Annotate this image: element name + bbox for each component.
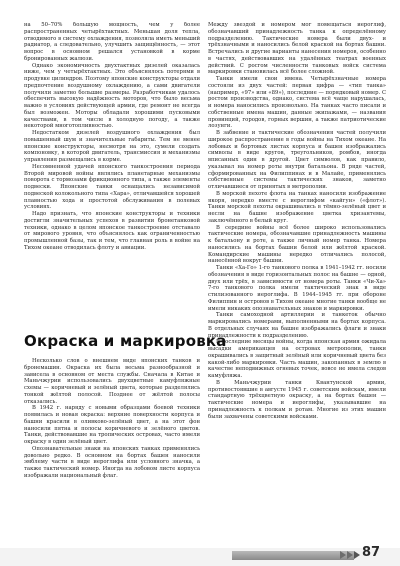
section-heading-block bbox=[24, 332, 227, 350]
body-paragraph: Танки «Ха-Го» 1-го танкового полка в 1941–1942 гг. носили обозначения в виде горизонтальных полос на башне — одной, двух или трёх, в зависимости от номера роты. Танки «Чи-Ха» 7-го танкового полка имели тактический знак в виде стилизованного иероглифа. В 1944–1945 гг. при обороне Филиппин и островов в Тихом океане многие танки вообще не имели никаких опознавательных знаков и маркировки. bbox=[208, 265, 386, 312]
page-number: 87 bbox=[362, 545, 381, 560]
left-column bbox=[24, 22, 227, 506]
arrow-right-icon bbox=[340, 551, 346, 559]
left-column-top-text bbox=[24, 22, 200, 322]
body-paragraph: Между звездой и номером мог помещаться иероглиф, обозначавший принадлежность танка к определённому подразделению. Тактические номера были двух- и трёхзначными и наносились белой краской на бортах башни. Встречались и другие варианты нанесения номеров, особенно в частях, действовавших на удалённых театрах военных действий. С росгом численности танковых войск система маркировки становилась всё более сложной. bbox=[208, 22, 386, 76]
arrow-right-icon bbox=[354, 551, 360, 559]
body-paragraph: В середине войны всё более широко использовались тактические номера, обозначавшие принадлежность машины к батальону и роте, а также личный номер танка. Номера наносились на бортах башни белой или жёлтой краской. Командирские машины нередко отличались полосой, нанесённой вокруг башни. bbox=[208, 224, 386, 265]
body-paragraph: В 1942 г. наряду с новыми образцами боевой техники появилась и новая окраска: верхние поверхности корпуса и башни красили в оливково-зелёный цвет, а на этот фон наносили пятна и полосы коричневого и зелёного цветов. Танки, действовавшие на тропических островах, часто имели окраску в один зелёный цвет. bbox=[24, 405, 200, 445]
right-column-text bbox=[208, 22, 386, 534]
body-paragraph: В Маньчжурии танки Квантунской армии, противостоявшие в августе 1945 г. советским войскам, имели стандартную трёхцветную окраску, а на бортах башен — тактические номера и иероглифы, указывавшие на принадлежность к полкам и ротам. Многие из этих машин были захвачены советскими войсками. bbox=[208, 379, 386, 420]
right-column bbox=[208, 22, 386, 534]
body-paragraph: В последние месяцы войны, когда японская армия ожидала высадки американцев на островах метрополии, танки окрашивались в защитный зелёный или коричневый цвета без какой-либо маркировки. Часть машин, закопанных в землю в качестве неподвижных огневых точек, вовсе не имела следов камуфляжа. bbox=[208, 339, 386, 379]
body-paragraph: на 50–70% большую мощность, чем у более распространенных четырёхтактных. Меньшая доля тепла, отводимого в систему охлаждения, позволяла иметь меньший радиатор, а следовательно, улучшить защищённость, — этот вопрос в основном решался установкой в корме бронированных жалюзи. bbox=[24, 22, 200, 62]
footer-decorative-bar bbox=[232, 551, 354, 560]
arrow-right-icon bbox=[347, 551, 353, 559]
body-paragraph: Недостатком дизелей воздушного охлаждения был повышенный шум и значительные габариты. Тем не менее японские конструкторы, несмотря на это, сумели создать компоновку, в которой двигатель, трансмиссия и механизмы управления размещались в корме. bbox=[24, 130, 200, 163]
left-column-bottom-text bbox=[24, 358, 200, 506]
body-paragraph: В морской пехоте флота на танках наносили изображение якоря, нередко вместе с иероглифом «кайгун» («флот»). Танки морской пехоты окрашивались в тёмно-зелёный цвет и несли на башне изображение цветка хризантемы, заключённого в белый круг. bbox=[208, 190, 386, 224]
body-paragraph: Несколько слов о внешнем виде японских танков и бронемашин. Окраска их была весьма разнообразной и зависела в основном от места службы. Сначала в Китае и Маньчжурии использовались двухцветные камуфляжные схемы — коричневый и зелёный цвета, которые разделялись тонкой жёлтой полосой. Позднее от жёлтой полосы отказались. bbox=[24, 358, 200, 405]
body-paragraph: Танки имели свои имена. Четырёхзначные номера состояли из двух частей: первая цифра — «тип танка» (например, «97» или «89»), последние — порядковый номер. С ростом производства, однако, система всё чаще нарушалась, и номера наносились произвольно. На танках часто писали и собственные имена машин, данные экипажами, — названия провинций, городов, горных вершин, а также патриотические лозунги. bbox=[208, 76, 386, 130]
body-paragraph: Однако экономичность двухтактных дизелей оказалась ниже, чем у четырёхтактных. Это объяснялось потерями в продувке цилиндров. Поэтому японские конструкторы отдали предпочтение воздушному охлаждению, а сами двигатели получили заметно большие размеры. Разработчикам удалось обеспечить высокую надёжность моторов, что было весьма важно в условиях действующей армии, где ремонт не всегда был возможен. Моторы обладали хорошими пусковыми качествами, в том числе в холодную погоду, а также некоторой многотопливностью. bbox=[24, 62, 200, 130]
body-paragraph: Несомненной удачей японского танкостроения периода Второй мировой войны являлись планетарные механизмы поворота с тормозами фрикционного типа, а также элементы подвески. Японские танки оснащались независимой подвеской колокольного типа «Хара», отличавшейся хорошей плавностью хода и простотой обслуживания в полевых условиях. bbox=[24, 163, 200, 211]
section-heading: Окраска и маркировка bbox=[24, 332, 227, 350]
body-paragraph: Опознавательные знаки на японских танках применялись довольно редко. В основном на бортах башен наносили эмблему части в виде иероглифа или условного значка, а также тактический номер. Иногда на лобовом листе корпуса изображали национальный флаг. bbox=[24, 445, 200, 479]
body-paragraph: В забвение и тактические обозначения частей получили широкое распространение в годы войны на Тихом океане. На лобовых и бортовых листах корпуса и башен изображались символы в виде кругов, треугольников, ромбов, иногда вписанных один в другой. Цвет символов, как правило, указывал на номер роты внутри батальона. В ряде частей, сформированных на Филиппинах и в Малайе, применялись собственные системы тактических знаков, заметно отличавшиеся от принятых в метрополии. bbox=[208, 130, 386, 190]
body-paragraph: Танки самоходной артиллерии и танкеток обычно маркировались номерами, выполненными на бортах корпуса. В отдельных случаях на башне изображались флаги и знаки принадлежности к подразделению. bbox=[208, 312, 386, 339]
body-paragraph: Надо признать, что японские конструкторы и техники достигли значительных успехов в развитии бронетанковой техники, однако в целом японское танкостроение отставало от мирового уровня, что объяснялось как ограниченностью промышленной базы, так и тем, что главная роль в войне на Тихом океане отводилась флоту и авиации. bbox=[24, 211, 200, 251]
